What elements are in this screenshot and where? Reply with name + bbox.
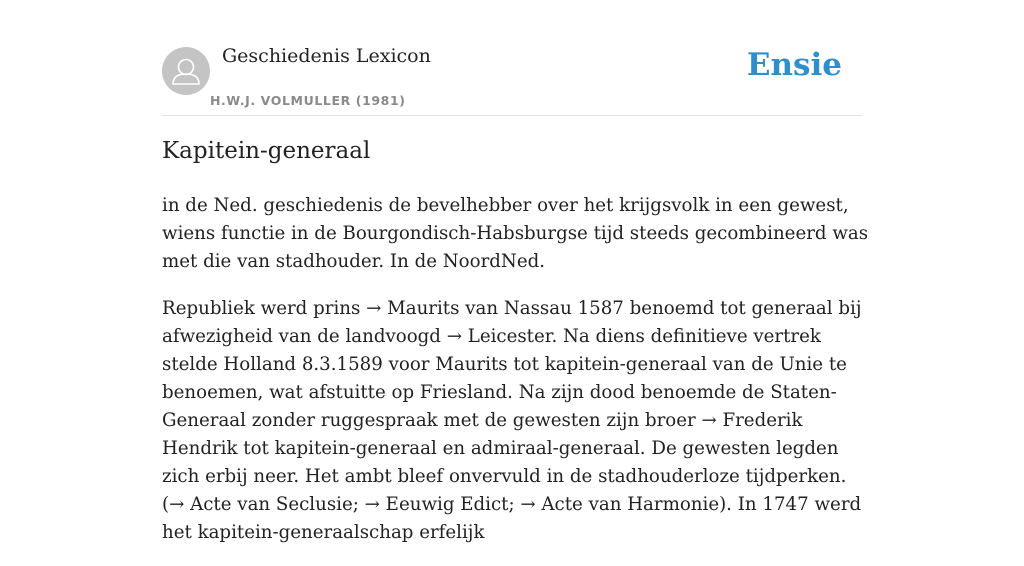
header — [162, 0, 862, 116]
entry-title: Kapitein-generaal — [162, 138, 371, 164]
book-title[interactable]: Geschiedenis Lexicon — [222, 45, 431, 67]
entry-paragraph: Republiek werd prins → Maurits van Nassau 1587 benoemd tot generaal bij afwezigheid van de landvoogd → Leicester. Na diens definitieve vertrek stelde Holland 8.3.1589 voor Maurits tot kapitein-generaal van de Unie te benoemen, wat afstuitte op Friesland. Na zijn dood benoemde de Staten-Generaal zonder ruggespraak met de gewesten zijn broer → Frederik Hendrik tot kapitein-generaal en admiraal-generaal. De gewesten legden zich erbij neer. Het ambt bleef onvervuld in de stadhouderloze tijdperken. (→ Acte van Seclusie; → Eeuwig Edict; → Acte van Harmonie). In 1747 werd het kapitein-generaalschap erfelijk — [162, 298, 862, 543]
user-icon — [162, 47, 210, 95]
entry-body — [162, 192, 874, 566]
author-name[interactable]: H.W.J. VOLMULLER (1981) — [210, 93, 406, 108]
entry-paragraph: in de Ned. geschiedenis de bevelhebber over het krijgsvolk in een gewest, wiens functie in de Bourgondisch-Habsburgse tijd steeds gecombineerd was met die van stadhouder. In de NoordNed. — [162, 195, 869, 272]
avatar[interactable] — [162, 47, 210, 95]
page — [162, 0, 869, 543]
ensie-logo[interactable]: Ensie — [746, 47, 842, 83]
